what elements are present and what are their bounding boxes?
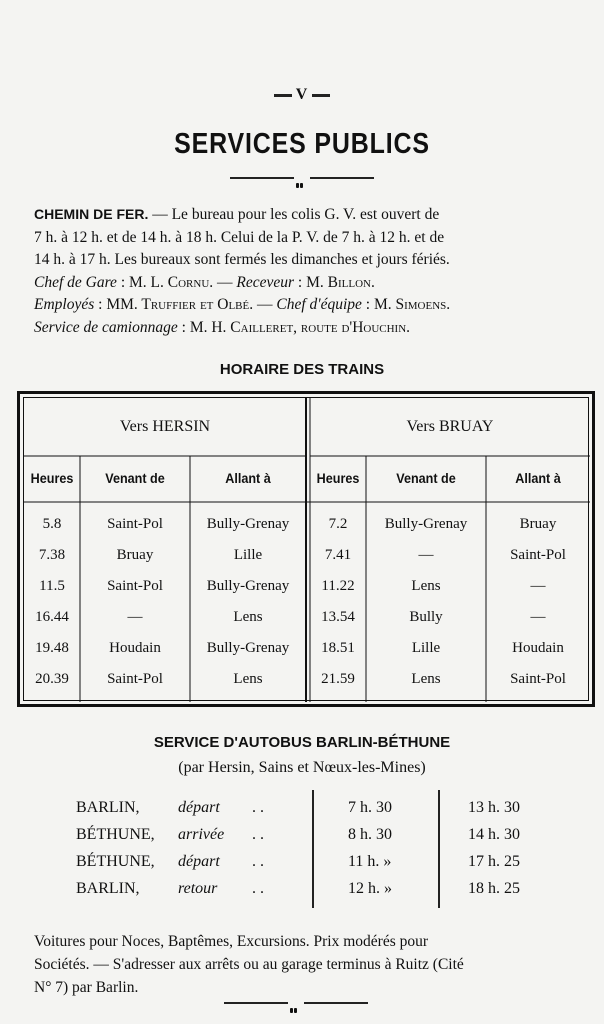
- bus-time-1: 8 h. 30: [348, 826, 392, 843]
- cell-heures: 21.59: [321, 671, 355, 687]
- dash-ornament: [274, 94, 292, 97]
- title-ornament: [230, 175, 374, 181]
- bus-time-2: 17 h. 25: [468, 853, 520, 870]
- cell-venant-de: Bully: [409, 609, 443, 625]
- direction-header-bruay: Vers BRUAY: [406, 418, 494, 435]
- bus-action: départ: [178, 799, 220, 816]
- bus-dots: . .: [252, 853, 264, 870]
- cell-venant-de: —: [418, 547, 434, 563]
- section-number: V: [295, 86, 309, 103]
- cell-heures: 5.8: [42, 516, 62, 532]
- cell-allant-a: Houdain: [512, 640, 564, 656]
- bus-time-1: 11 h. »: [348, 853, 392, 870]
- cell-heures: 13.54: [321, 609, 355, 625]
- train-schedule-heading: HORAIRE DES TRAINS: [219, 361, 385, 378]
- bus-service-subheading: (par Hersin, Sains et Nœux-les-Mines): [178, 759, 426, 776]
- cell-heures: 18.51: [321, 640, 355, 656]
- bus-place: BARLIN,: [76, 799, 140, 816]
- bus-time-1: 12 h. »: [348, 880, 392, 897]
- bus-dots: . .: [252, 826, 264, 843]
- bus-service-heading: SERVICE D'AUTOBUS BARLIN-BÉTHUNE: [153, 734, 451, 751]
- cell-allant-a: Saint-Pol: [510, 547, 566, 563]
- section-marker: [0, 86, 604, 104]
- cell-venant-de: Lille: [411, 640, 441, 656]
- cell-allant-a: Bully-Grenay: [206, 640, 290, 656]
- bus-place: BARLIN,: [76, 880, 140, 897]
- bus-dots: . .: [252, 799, 264, 816]
- train-table-inner: [23, 397, 589, 701]
- railway-line-2: 7 h. à 12 h. et de 14 h. à 18 h. Celui de la P. V. de 7 h. à 12 h. et de: [34, 228, 445, 246]
- cell-allant-a: Saint-Pol: [510, 671, 566, 687]
- bus-action: retour: [178, 880, 218, 897]
- cell-allant-a: —: [530, 609, 546, 625]
- closing-line-1: Voitures pour Noces, Baptêmes, Excursions. Prix modérés pour: [34, 933, 429, 950]
- cell-heures: 19.48: [35, 640, 69, 656]
- col-header-venant: Venant de: [396, 470, 456, 486]
- bus-dots: . .: [252, 880, 264, 897]
- bus-action: arrivée: [178, 826, 225, 843]
- footer-ornament: [224, 1000, 368, 1006]
- bus-place: BÉTHUNE,: [76, 826, 155, 843]
- cell-venant-de: Lens: [411, 671, 441, 687]
- bus-time-2: 13 h. 30: [468, 799, 520, 816]
- bus-time-2: 14 h. 30: [468, 826, 520, 843]
- railway-heading: CHEMIN DE FER.: [34, 206, 149, 222]
- cell-heures: 11.5: [39, 578, 65, 594]
- bus-row: [0, 799, 604, 825]
- closing-line-2: Sociétés. — S'adresser aux arrêts ou au garage terminus à Ruitz (Cité: [34, 956, 464, 973]
- cell-venant-de: Saint-Pol: [107, 578, 163, 594]
- railway-staff-line-1: Chef de Gare : M. L. Cornu. — Receveur : M. Billon.: [34, 273, 375, 291]
- cell-heures: 11.22: [321, 578, 355, 594]
- cell-heures: 16.44: [35, 609, 69, 625]
- cell-venant-de: Houdain: [109, 640, 161, 656]
- cell-allant-a: Bully-Grenay: [206, 578, 290, 594]
- cell-venant-de: Bully-Grenay: [384, 516, 468, 532]
- cell-heures: 7.2: [328, 516, 348, 532]
- page-title: SERVICES PUBLICS: [174, 128, 430, 160]
- cell-allant-a: Bruay: [519, 516, 557, 532]
- bus-row: [0, 880, 604, 906]
- col-header-venant: Venant de: [105, 470, 165, 486]
- railway-line-1: CHEMIN DE FER. — Le bureau pour les colis G. V. est ouvert de: [34, 206, 440, 223]
- railway-paragraph: [34, 203, 596, 339]
- cell-heures: 20.39: [35, 671, 69, 687]
- cell-venant-de: Lens: [411, 578, 441, 594]
- railway-staff-line-3: Service de camionnage : M. H. Cailleret, route d'Houchin.: [34, 318, 411, 336]
- closing-paragraph: [34, 930, 596, 999]
- bus-time-2: 18 h. 25: [468, 880, 520, 897]
- cell-allant-a: Bully-Grenay: [206, 516, 290, 532]
- cell-venant-de: Bruay: [116, 547, 154, 563]
- closing-line-3: N° 7) par Barlin.: [34, 979, 139, 996]
- cell-allant-a: Lens: [233, 609, 263, 625]
- railway-line-3: 14 h. à 17 h. Les bureaux sont fermés les dimanches et jours fériés.: [34, 251, 450, 268]
- bus-action: départ: [178, 853, 220, 870]
- cell-heures: 7.38: [38, 547, 66, 563]
- col-header-heures: Heures: [30, 470, 74, 486]
- bus-time-1: 7 h. 30: [348, 799, 392, 816]
- train-schedule-table: [17, 391, 595, 707]
- cell-allant-a: Lille: [233, 547, 263, 563]
- cell-allant-a: Lens: [233, 671, 263, 687]
- cell-allant-a: —: [530, 578, 546, 594]
- cell-venant-de: Saint-Pol: [107, 671, 163, 687]
- col-header-allant: Allant à: [225, 470, 271, 486]
- col-header-allant: Allant à: [515, 470, 561, 486]
- col-header-heures: Heures: [316, 470, 360, 486]
- railway-staff-line-2: Employés : MM. Truffier et Olbé. — Chef d'équipe : M. Simoens.: [34, 296, 451, 313]
- bus-row: [0, 826, 604, 852]
- direction-header-hersin: Vers HERSIN: [119, 418, 211, 435]
- cell-heures: 7.41: [324, 547, 352, 563]
- bus-row: [0, 853, 604, 879]
- cell-venant-de: Saint-Pol: [107, 516, 163, 532]
- bus-place: BÉTHUNE,: [76, 853, 155, 870]
- cell-venant-de: —: [127, 609, 143, 625]
- dash-ornament: [312, 94, 330, 97]
